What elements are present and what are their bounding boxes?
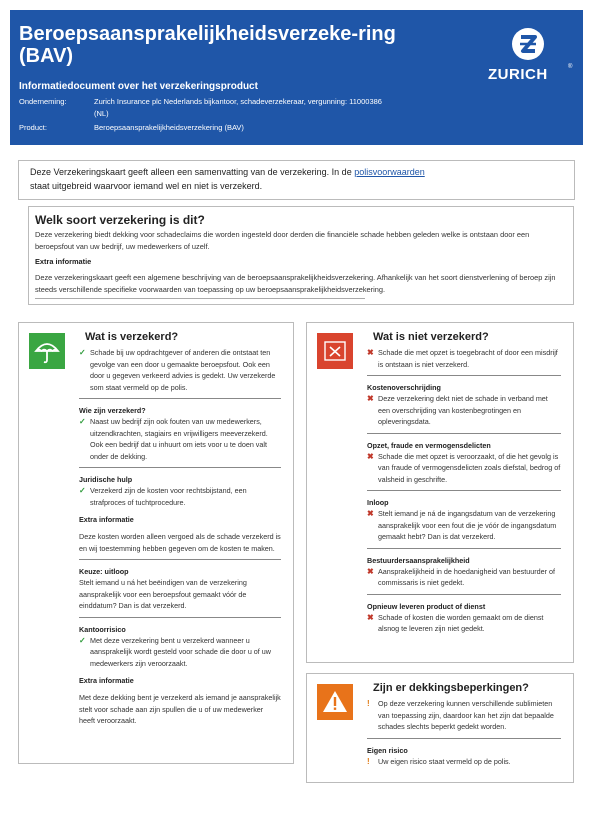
- extra-info-text: Deze verzekeringskaart geeft een algemene beschrijving van de beroepsaansprakelijkheidsverzekering. Afhankelijk van het soort dienstverlening of beroep zijn steeds verschillende specifieke voorwaarden van toepassing op uw beroepsaansprakelijkheidsverzekering.: [35, 273, 556, 294]
- check-icon: ✓: [79, 348, 86, 357]
- intro-text-2: staat uitgebreid waarvoor iemand wel en niet is verzekerd.: [30, 181, 263, 191]
- registered-mark: ®: [568, 64, 573, 70]
- limits-heading: Zijn er dekkingsbeperkingen?: [373, 682, 529, 694]
- section-label: Juridische hulp: [79, 475, 133, 484]
- insured-heading: Wat is verzekerd?: [85, 331, 179, 343]
- list-item: ✖ Schade die met opzet is veroorzaakt, of die het gevolg is van fraude of vermogensdelicten zoals diefstal, bedrog of valsheid in geschrifte.: [367, 451, 561, 484]
- section-label: Extra informatie: [79, 676, 134, 685]
- list-item: ✖ Deze verzekering dekt niet de schade in verband met een overschrijding van kostenbegrotingen en opleveringsdata.: [367, 394, 548, 426]
- zurich-logo: [486, 28, 576, 98]
- list-item: ! Op deze verzekering kunnen verschillende sublimieten van toepassing zijn, daardoor kan het zijn dat bepaalde schades slechts beperkt gedekt worden.: [367, 699, 554, 731]
- intro-text: Deze Verzekeringskaart geeft alleen een samenvatting van de verzekering. In de: [30, 167, 355, 177]
- list-item: ✖ Stelt iemand je ná de ingangsdatum van de verzekering aansprakelijk voor een fout die je vóór de ingangsdatum gemaakt hebt? Dan is dat verzekerd.: [367, 509, 557, 541]
- check-icon: ✓: [79, 486, 86, 495]
- check-icon: ✓: [79, 635, 86, 645]
- cross-icon: ✖: [367, 566, 374, 576]
- divider: [79, 559, 281, 560]
- extra-info-label: Extra informatie: [35, 257, 92, 267]
- zurich-logo-text: ZURICH: [488, 66, 548, 83]
- list-item: ✖ Schade die met opzet is toegebracht of door een misdrijf is ontstaan is niet verzekerd.: [367, 348, 558, 369]
- not-insured-items: [367, 347, 561, 635]
- divider: [367, 594, 561, 595]
- divider: [367, 490, 561, 491]
- section-label: Keuze: uitloop: [79, 567, 129, 576]
- not-insured-section: [306, 322, 574, 663]
- document-title: Beroepsaansprakelijkheidsverzeke-ring (BAV): [19, 23, 396, 67]
- list-item: ✓ Schade bij uw opdrachtgever of anderen die ontstaat ten gevolge van een door u gemaakte beroepsfout. Ook een door u gegeven verkeerd advies is gedekt. Uw verzekerde som staat vermeld op de polis.: [79, 348, 276, 392]
- cross-icon: ✖: [367, 451, 374, 461]
- section-label: Eigen risico: [367, 745, 408, 755]
- divider: [367, 548, 561, 549]
- policy-conditions-link[interactable]: polisvoorwaarden: [354, 167, 425, 177]
- cross-icon: ✖: [367, 612, 374, 622]
- cross-icon: ✖: [367, 348, 374, 357]
- insurance-type-section: [28, 206, 574, 305]
- check-icon: ✓: [79, 417, 86, 426]
- divider: [367, 375, 561, 376]
- not-insured-heading: Wat is niet verzekerd?: [373, 331, 489, 343]
- insurance-type-heading: Welk soort verzekering is dit?: [35, 213, 205, 227]
- section-label: Kantoorrisico: [79, 624, 126, 634]
- section-label: Wie zijn verzekerd?: [79, 406, 146, 415]
- cross-icon: ✖: [367, 509, 374, 518]
- company-value: Zurich Insurance plc Nederlands bijkantoor, schadeverzekeraar, vergunning: 11000386 (NL): [94, 97, 382, 118]
- divider: [35, 298, 365, 299]
- warning-icon: [317, 684, 353, 720]
- document-header: [10, 10, 583, 145]
- section-label: Kostenoverschrijding: [367, 383, 441, 392]
- list-item: ! Uw eigen risico staat vermeld op de polis.: [367, 756, 511, 766]
- divider: [367, 738, 561, 739]
- list-item: ✓ Verzekerd zijn de kosten voor rechtsbijstand, een strafproces of tuchtprocedure.: [79, 486, 247, 507]
- exclamation-icon: !: [367, 699, 370, 708]
- divider: [367, 433, 561, 434]
- umbrella-icon: [29, 333, 65, 369]
- section-label: Extra informatie: [79, 515, 134, 524]
- intro-box: [18, 160, 575, 200]
- company-label: Onderneming:: [19, 97, 67, 106]
- section-label: Inloop: [367, 498, 389, 507]
- limits-section: [306, 673, 574, 783]
- document-subtitle: Informatiedocument over het verzekeringsproduct: [19, 81, 258, 92]
- extra-info-text: Met deze dekking bent je verzekerd als iemand je aansprakelijk stelt voor schade aan zijn spullen die u of uw medewerker heeft veroorzaakt.: [79, 693, 281, 725]
- extra-info-text: Deze kosten worden alleen vergoed als de schade verzekerd is en wij toestemming hebben gegeven om de kosten te maken.: [79, 532, 281, 553]
- divider: [79, 617, 281, 618]
- runoff-text: Stelt iemand u ná het beëindigen van de verzekering aansprakelijk voor een beroepsfout gemaakt vóór de einddatum? Dan is dat verzekerd.: [79, 578, 247, 610]
- insurance-type-text: Deze verzekering biedt dekking voor schadeclaims die worden ingesteld door derden die financiële schade hebben geleden welke is ontstaan door een beroepsfout van uw bedrijf, uw medewerkers of uzelf.: [35, 230, 530, 251]
- section-label: Bestuurdersaansprakelijkheid: [367, 555, 470, 565]
- product-label: Product:: [19, 123, 47, 132]
- cross-icon: ✖: [367, 394, 374, 403]
- divider: [79, 467, 281, 468]
- section-label: Opnieuw leveren product of dienst: [367, 601, 486, 611]
- list-item: ✖ Aansprakelijkheid in de hoedanigheid van bestuurder of commissaris is niet gedekt.: [367, 566, 556, 587]
- list-item: ✓ Naast uw bedrijf zijn ook fouten van uw medewerkers, uitzendkrachten, stagiairs en vrijwilligers meeverzekerd. Ook een bedrijf dat u inhuurt om iets voor u te doen valt onder de dekking.: [79, 417, 268, 461]
- list-item: ✖ Schade of kosten die worden gemaakt om de dienst alsnog te leveren zijn niet gedekt.: [367, 612, 544, 633]
- divider: [79, 398, 281, 399]
- cross-box-icon: [317, 333, 353, 369]
- exclamation-icon: !: [367, 756, 370, 766]
- list-item: ✓ Met deze verzekering bent u verzekerd wanneer u aansprakelijk wordt gesteld voor schade die door u of uw medewerkers zijn veroorzaakt.: [79, 635, 271, 668]
- insured-items: [79, 347, 281, 727]
- insured-section: [18, 322, 294, 764]
- product-value: Beroepsaansprakelijkheidsverzekering (BAV): [94, 123, 244, 132]
- zurich-logo-mark: [512, 28, 544, 60]
- limits-items: [367, 698, 561, 767]
- section-label: Opzet, fraude en vermogensdelicten: [367, 440, 491, 450]
